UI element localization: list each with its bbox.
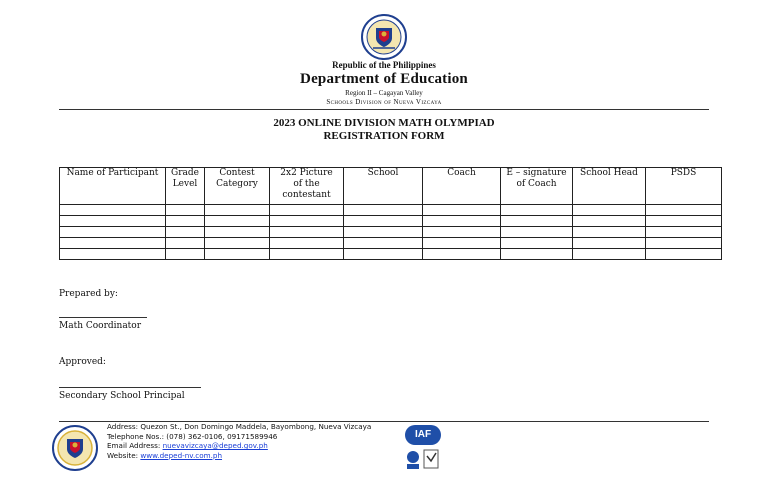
table-cell[interactable] (423, 249, 501, 260)
iaf-logo-icon: IAF (405, 425, 441, 445)
column-header-line: of the (293, 179, 320, 189)
table-cell[interactable] (344, 216, 423, 227)
column-header-line: Coach (447, 168, 476, 178)
department-title: Department of Education (300, 71, 468, 87)
table-row (60, 227, 722, 238)
table-cell[interactable] (573, 227, 646, 238)
table-cell[interactable] (423, 205, 501, 216)
table-cell[interactable] (423, 227, 501, 238)
table-cell[interactable] (501, 205, 573, 216)
table-cell[interactable] (270, 216, 344, 227)
republic-text: Republic of the Philippines (332, 60, 436, 70)
table-cell[interactable] (344, 227, 423, 238)
prepared-signature-line[interactable] (59, 317, 147, 318)
table-cell[interactable] (646, 238, 722, 249)
table-cell[interactable] (270, 205, 344, 216)
table-cell[interactable] (573, 205, 646, 216)
table-cell[interactable] (344, 205, 423, 216)
table-cell[interactable] (205, 238, 270, 249)
website-link[interactable]: www.deped-nv.com.ph (140, 450, 223, 460)
footer-address: Address: Quezon St., Don Domingo Maddela, Bayombong, Nueva Vizcaya (107, 422, 372, 431)
column-header-line: School Head (580, 168, 638, 178)
table-cell[interactable] (573, 249, 646, 260)
column-header-line: 2x2 Picture (280, 168, 333, 178)
table-cell[interactable] (423, 216, 501, 227)
table-cell[interactable] (166, 227, 205, 238)
table-cell[interactable] (166, 238, 205, 249)
table-cell[interactable] (166, 205, 205, 216)
column-header-line: Level (172, 179, 198, 189)
column-header-line: Name of Participant (66, 168, 159, 178)
table-header-row (60, 168, 722, 205)
column-header-line: Grade (171, 168, 199, 178)
table-cell[interactable] (60, 238, 166, 249)
certification-mark-icon (405, 447, 441, 471)
column-header (344, 168, 423, 205)
header-divider (59, 109, 709, 110)
table-cell[interactable] (205, 227, 270, 238)
table-cell[interactable] (344, 249, 423, 260)
table-row (60, 216, 722, 227)
registration-table (59, 167, 722, 260)
region-text: Region II – Cagayan Valley (345, 89, 423, 97)
table-row (60, 238, 722, 249)
table-cell[interactable] (344, 238, 423, 249)
prepared-by-label: Prepared by: (59, 289, 118, 299)
form-subtitle: REGISTRATION FORM (323, 130, 445, 142)
approved-signature-line[interactable] (59, 387, 201, 388)
table-cell[interactable] (501, 227, 573, 238)
column-header-line: Contest (219, 168, 255, 178)
table-cell[interactable] (646, 249, 722, 260)
table-cell[interactable] (646, 205, 722, 216)
footer-telephone: Telephone Nos.: (078) 362-0106, 09171589946 (107, 431, 278, 441)
column-header-line: Category (216, 179, 258, 189)
prepared-role: Math Coordinator (59, 321, 142, 331)
table-cell[interactable] (501, 216, 573, 227)
table-body (60, 205, 722, 260)
column-header (270, 168, 344, 205)
table-cell[interactable] (166, 249, 205, 260)
column-header-line: of Coach (516, 179, 557, 189)
column-header (423, 168, 501, 205)
column-header (205, 168, 270, 205)
column-header-line: E – signature (506, 168, 567, 178)
approved-label: Approved: (59, 357, 106, 367)
column-header (573, 168, 646, 205)
table-cell[interactable] (270, 238, 344, 249)
table-cell[interactable] (646, 227, 722, 238)
footer-website-label: Website: (107, 450, 141, 460)
table-cell[interactable] (646, 216, 722, 227)
table-cell[interactable] (60, 249, 166, 260)
table-cell[interactable] (60, 227, 166, 238)
table-cell[interactable] (205, 249, 270, 260)
deped-seal-icon (361, 14, 407, 60)
table-cell[interactable] (60, 216, 166, 227)
table-cell[interactable] (573, 238, 646, 249)
table-cell[interactable] (501, 238, 573, 249)
column-header (60, 168, 166, 205)
table-cell[interactable] (423, 238, 501, 249)
column-header-line: contestant (282, 190, 331, 200)
table-cell[interactable] (166, 216, 205, 227)
form-title: 2023 ONLINE DIVISION MATH OLYMPIAD (273, 117, 495, 129)
column-header-line: School (367, 168, 399, 178)
table-cell[interactable] (270, 249, 344, 260)
footer-email-label: Email Address: (107, 441, 163, 450)
footer-website-row (107, 451, 371, 461)
footer-email-row (107, 441, 371, 451)
table-cell[interactable] (60, 205, 166, 216)
table-cell[interactable] (501, 249, 573, 260)
table-row (60, 249, 722, 260)
table-cell[interactable] (573, 216, 646, 227)
table-cell[interactable] (270, 227, 344, 238)
table-cell[interactable] (205, 205, 270, 216)
email-link[interactable]: nuevavizcaya@deped.gov.ph (162, 441, 268, 450)
column-header (166, 168, 205, 205)
approved-role: Secondary School Principal (59, 391, 185, 401)
footer-deped-seal-icon (52, 425, 98, 471)
column-header-line: PSDS (670, 168, 697, 178)
table-row (60, 205, 722, 216)
column-header (646, 168, 722, 205)
table-cell[interactable] (205, 216, 270, 227)
footer-contact (107, 422, 371, 460)
division-text: Schools Division of Nueva Vizcaya (326, 98, 442, 106)
column-header (501, 168, 573, 205)
